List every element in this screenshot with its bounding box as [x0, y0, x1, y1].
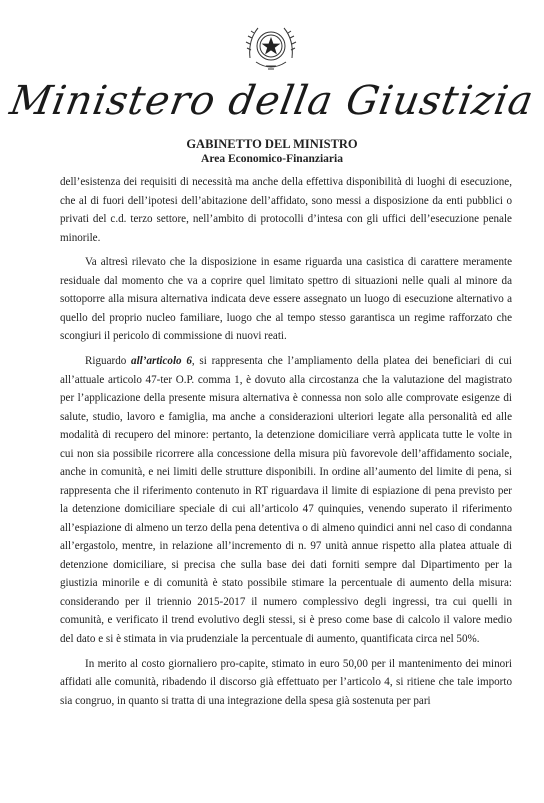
emblem-icon — [244, 18, 298, 76]
office-title: GABINETTO DEL MINISTRO — [186, 137, 358, 151]
paragraph-text: In merito al costo giornaliero pro-capite, stimato in euro 50,00 per il mantenimento dei minori affidati alle comunità, ribadendo il discorso già effettuato per l’articolo 4, si ritiene che tale importo sia congruo, in quanto si tratta di una integrazione della spesa già sostenuta per pari — [60, 657, 512, 707]
article-reference: all’articolo 6 — [131, 355, 192, 368]
paragraph — [60, 173, 512, 247]
paragraph — [60, 253, 512, 346]
paragraph-text: Riguardo — [85, 355, 132, 368]
paragraph — [60, 352, 512, 648]
ministry-title: Ministero della Giustizia — [6, 78, 538, 124]
paragraph-text: Va altresì rilevato che la disposizione in esame riguarda una casistica di carattere meramente residuale dal momento che va a coprire quel limitato spettro di situazioni nelle quali al minore da sottoporre alla misura alternativa indicata deve essere assegnato un luogo di esecuzione alternativo a quello del proprio nucleo familiare, luogo che al tempo stesso garantisca un regime rafforzato che scongiuri il pericolo di commissione di nuovi reati. — [60, 256, 512, 343]
document-body — [60, 173, 512, 717]
area-title: Area Economico-Finanziaria — [201, 153, 343, 165]
paragraph-text: , si rappresenta che l’ampliamento della platea dei beneficiari di cui all’attuale articolo 47-ter O.P. comma 1, è dovuto alla circostanza che la valutazione del magistrato per l’applicazione della presente misura alternativa è connessa non solo alle comprovate esigenze di salute, studio, lavoro e famiglia, ma anche a considerazioni ulteriori legate alla personalità ed alle modalità di recupero del minore: pertanto, la detenzione domiciliare verrà applicata tutte le volte in cui non sia possibile ricorrere alla concessione della misura più favorevole dell’affidamento sociale, anche in comunità, e nei limiti delle strutture disponibili. In ordine all’aumento del limite di pena, si rappresenta che il riferimento contenuto in RT riguardava il limite di espiazione di pena previsto per la detenzione domiciliare speciale di cui all’articolo 47 quinquies, venendo superato il riferimento all’espiazione di almeno un terzo della pena detentiva o di almeno quindici anni nel caso di condanna all’ergastolo, mentre, in relazione all’incremento di n. 97 unità annue rispetto alla platea attuale di detenzione domiciliare, si precisa che sulla base dei dati forniti sempre dal Dipartimento per la giustizia minorile e di comunità è stato possibile stimare la percentuale di aumento della misura: considerando per il triennio 2015-2017 il numero complessivo degli ingressi, tra cui quelli in comunità, e verificato il trend evolutivo degli stessi, si è preso come base di calcolo il valore medio del dato e si è stimata in via prudenziale la percentuale di aumento, quantificata circa nel 50%. — [60, 355, 513, 645]
header-block — [0, 137, 544, 166]
paragraph-text: dell’esistenza dei requisiti di necessità ma anche della effettiva disponibilità di luoghi di esecuzione, che al di fuori dell’ipotesi dell’abitazione dell’affidato, sono messi a disposizione da enti pubblici o privati del c.d. terzo settore, nell’ambito di protocolli d’intesa con gli uffici dell’esecuzione penale minorile. — [60, 176, 512, 244]
paragraph — [60, 655, 512, 711]
